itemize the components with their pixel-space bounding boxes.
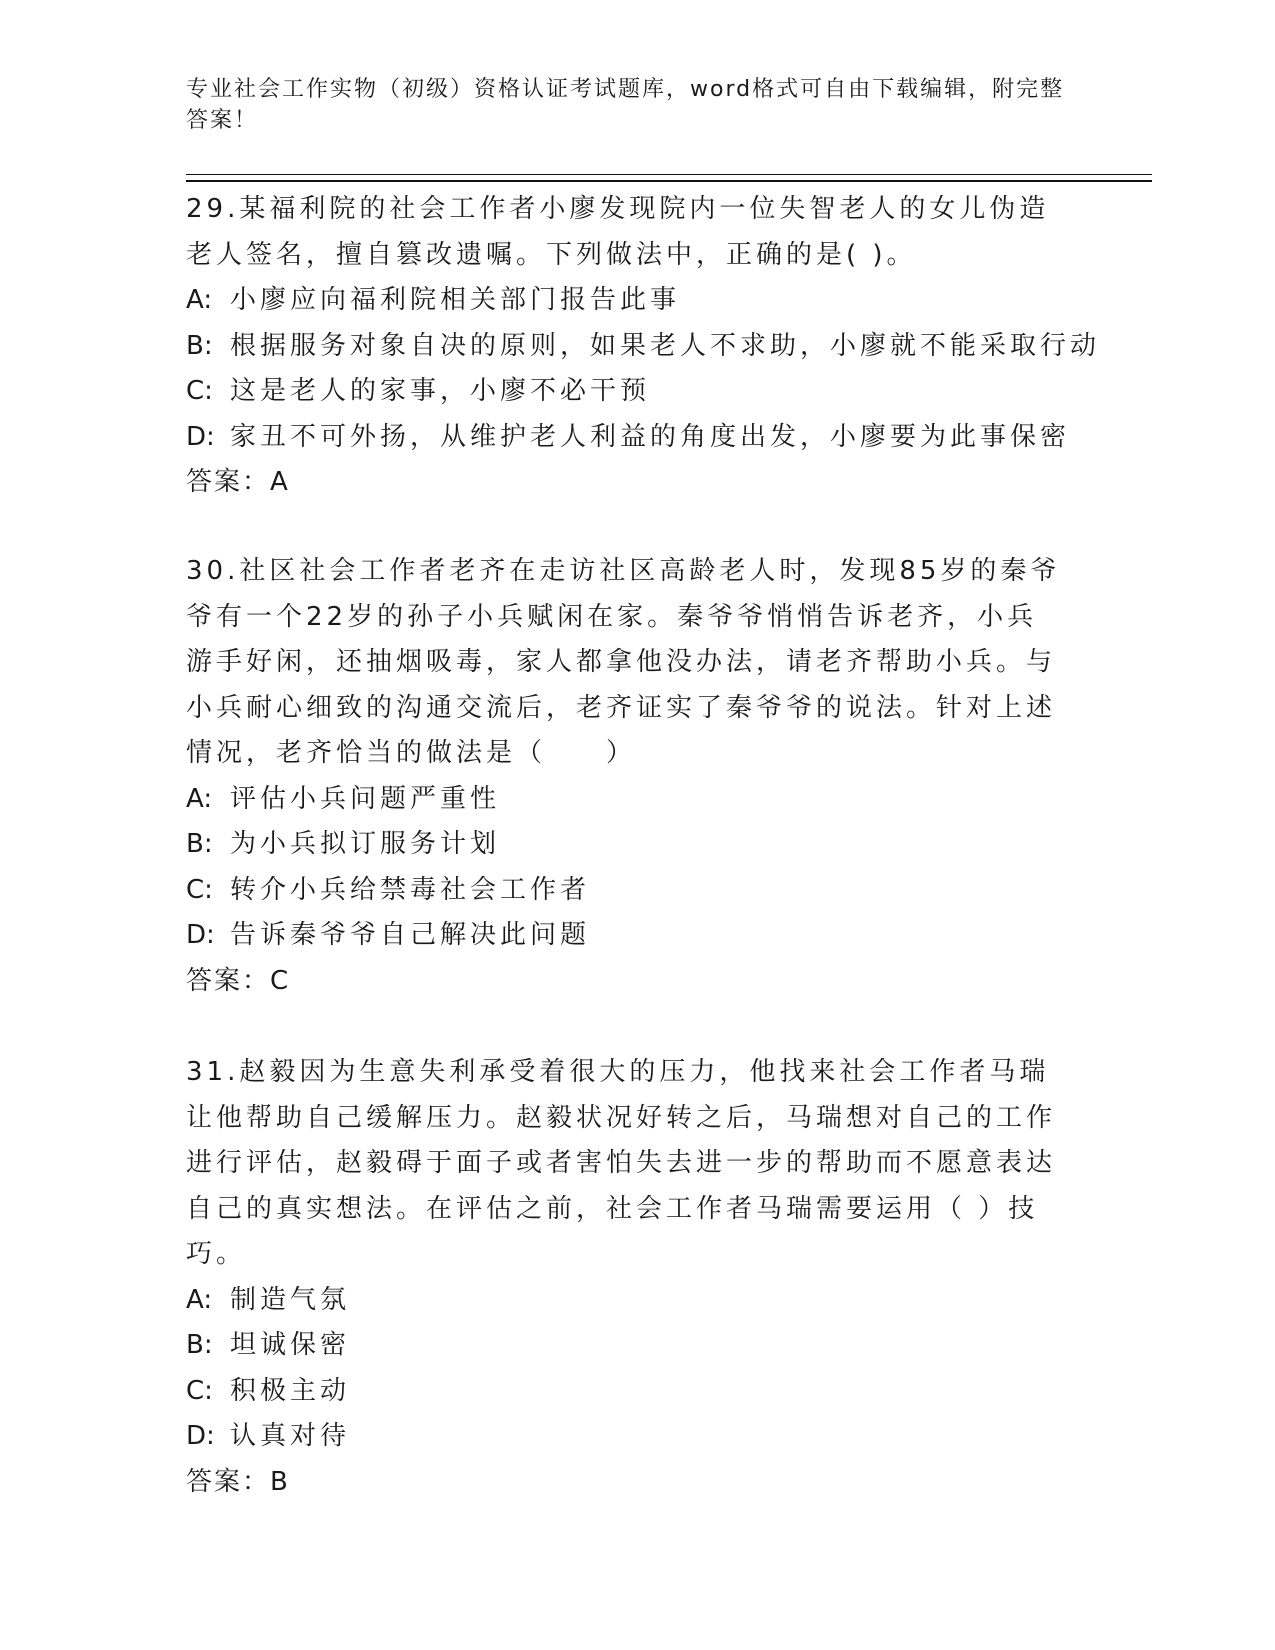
option-a	[186, 777, 1066, 823]
answer-line: 答案：C	[186, 965, 291, 996]
option-text: 小廖应向福利院相关部门报告此事	[230, 285, 681, 315]
option-letter: B:	[186, 1330, 213, 1360]
option-text: 积极主动	[230, 1375, 351, 1406]
option-letter: B:	[186, 829, 213, 859]
option-c	[186, 369, 1066, 415]
option-c	[186, 1369, 1066, 1415]
option-text: 根据服务对象自决的原则，如果老人不求助，小廖就不能采取行动	[230, 330, 1101, 361]
option-text: 转介小兵给禁毒社会工作者	[230, 874, 591, 905]
question-30	[186, 549, 1066, 1004]
option-a	[186, 278, 1066, 324]
option-text: 坦诚保密	[230, 1330, 351, 1360]
document-header: 专业社会工作实物（初级）资格认证考试题库，word格式可自由下载编辑，附完整答案！	[186, 77, 1065, 133]
option-text: 认真对待	[230, 1421, 351, 1451]
option-d	[186, 913, 1066, 959]
option-letter: A:	[186, 1284, 213, 1315]
option-c	[186, 868, 1066, 914]
question-stem: 31.赵毅因为生意失利承受着很大的压力，他找来社会工作者马瑞让他帮助自己缓解压力。赵毅状况好转之后，马瑞想对自己的工作进行评估，赵毅碍于面子或者害怕失去进一步的帮助而不愿意表达自己的真实想法。在评估之前，社会工作者马瑞需要运用（ ）技巧。	[186, 1057, 1057, 1269]
question-stem: 30.社区社会工作者老齐在走访社区高龄老人时，发现85岁的秦爷爷有一个22岁的孙子小兵赋闲在家。秦爷爷悄悄告诉老齐，小兵游手好闲，还抽烟吸毒，家人都拿他没办法，请老齐帮助小兵。与小兵耐心细致的沟通交流后，老齐证实了秦爷爷的说法。针对上述情况，老齐恰当的做法是（ ）	[186, 556, 1061, 768]
option-letter: D:	[186, 1421, 215, 1451]
option-b	[186, 324, 1101, 370]
question-29	[186, 187, 1101, 506]
option-text: 评估小兵问题严重性	[230, 783, 501, 814]
option-b	[186, 822, 1066, 868]
option-a	[186, 1278, 1066, 1324]
answer-line: 答案：A	[186, 467, 290, 497]
option-letter: C:	[186, 376, 213, 406]
option-text: 为小兵拟订服务计划	[230, 829, 501, 859]
question-stem: 29.某福利院的社会工作者小廖发现院内一位失智老人的女儿伪造老人签名，擅自篡改遗嘱。下列做法中，正确的是( )。	[186, 194, 1050, 270]
option-text: 这是老人的家事，小廖不必干预	[230, 376, 651, 406]
option-letter: B:	[186, 330, 213, 361]
question-31	[186, 1050, 1066, 1505]
answer-line: 答案：B	[186, 1466, 290, 1497]
option-letter: C:	[186, 874, 213, 905]
option-text: 告诉秦爷爷自己解决此问题	[230, 920, 591, 950]
option-letter: A:	[186, 783, 213, 814]
option-text: 制造气氛	[230, 1284, 351, 1315]
option-text: 家丑不可外扬，从维护老人利益的角度出发，小廖要为此事保密	[230, 421, 1071, 452]
option-d	[186, 1414, 1066, 1460]
option-b	[186, 1323, 1066, 1369]
option-d	[186, 415, 1071, 461]
header-divider-thin	[186, 174, 1152, 175]
header-divider-thick	[186, 180, 1152, 182]
option-letter: A:	[186, 285, 213, 315]
option-letter: D:	[186, 920, 215, 950]
option-letter: C:	[186, 1375, 213, 1406]
option-letter: D:	[186, 421, 215, 452]
